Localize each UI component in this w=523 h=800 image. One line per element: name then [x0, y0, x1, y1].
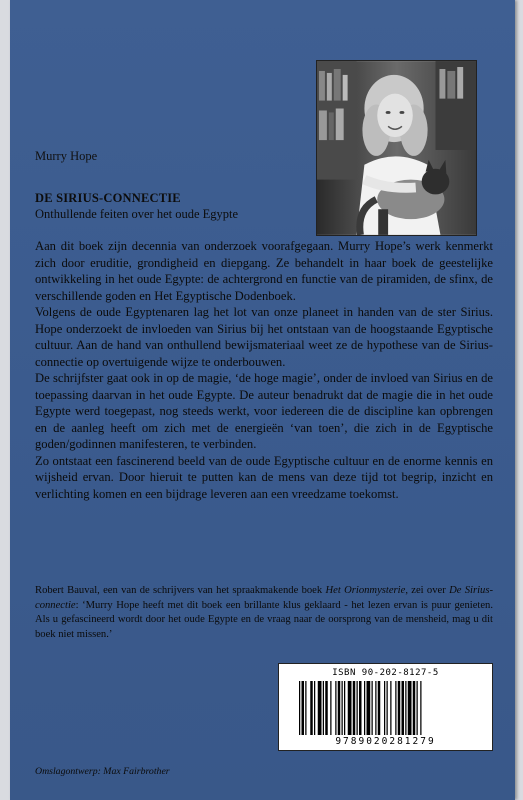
barcode-bar [357, 681, 358, 735]
barcode-bar [310, 681, 313, 735]
barcode-panel [278, 663, 493, 751]
barcode-bar [395, 681, 396, 735]
barcode-icon [299, 681, 474, 735]
barcode-bar [344, 681, 345, 735]
barcode-bar [402, 681, 405, 735]
barcode-bar [325, 681, 328, 735]
barcode-bar [318, 681, 322, 735]
barcode-bar [408, 681, 412, 735]
barcode-bar [330, 681, 331, 735]
blurb-paragraph: De schrijfster gaat ook in op de magie, ‘de hoge magie’, onder de invloed van Sirius en de toepassing daarvan in het oude Egypte. De auteur benadrukt dat de magie die in het oude Egypte werd toegepast, nog steeds werkt, voor iedereen die de discipline kan opbrengen en de aanleg heeft om zich met de energieën ‘van toen’, die zich in de Egyptische goden/godinnen manifesteren, te verbinden. [35, 371, 493, 451]
barcode-bar [364, 681, 365, 735]
barcode-bar [375, 681, 376, 735]
ean-number: 9789020281279 [335, 736, 436, 747]
barcode-bar [384, 681, 385, 735]
barcode-bar [305, 681, 306, 735]
barcode-bar [420, 681, 421, 735]
quote-text: : ‘Murry Hope heeft met dit boek een brillante klus geklaard - het lezen ervan is puur genieten. Als u gefascineerd wordt door het oude Egypte en de vraag naar de oorsprong van de mensheid, mag u dit boek niet missen.’ [35, 599, 493, 640]
barcode-bar [323, 681, 324, 735]
author-portrait-icon [317, 61, 476, 235]
barcode-bar [353, 681, 356, 735]
barcode-bar [348, 681, 352, 735]
barcode-bar [359, 681, 362, 735]
barcode-bar [372, 681, 373, 735]
barcode-bar [299, 681, 300, 735]
barcode-bar [378, 681, 381, 735]
back-cover [10, 0, 515, 800]
barcode-bar [338, 681, 341, 735]
barcode-bar [413, 681, 416, 735]
barcode-bar [342, 681, 343, 735]
book-title: DE SIRIUS-CONNECTIE [35, 191, 181, 205]
author-name: Murry Hope [35, 149, 98, 163]
quote-intro: Robert Bauval, een van de schrijvers van het spraakmakende boek [35, 585, 326, 596]
barcode-bar [335, 681, 336, 735]
quote-book-title: De Sirius-connectie [35, 585, 493, 611]
barcode-bar [390, 681, 391, 735]
author-photo [316, 60, 477, 236]
review-quote [35, 584, 493, 642]
barcode-bar [314, 681, 315, 735]
blurb-paragraph: Zo ontstaat een fascinerend beeld van de oude Egyptische cultuur en de enorme kennis en wijsheid ervan. Door hieruit te putten kan de mens van deze tijd tot begrip, inzicht en verlichting komen en een bijdrage leveren aan een vreedzame toekomst. [35, 453, 493, 501]
barcode-bar [398, 681, 401, 735]
quote-mid: , zei over [405, 585, 450, 596]
barcode-bar [387, 681, 388, 735]
barcode-bar [367, 681, 371, 735]
blurb [35, 238, 493, 502]
book-subtitle: Onthullende feiten over het oude Egypte [35, 207, 239, 221]
barcode-bar [417, 681, 418, 735]
barcode-bar [405, 681, 406, 735]
isbn-label: ISBN 90-202-8127-5 [332, 668, 439, 678]
barcode-bar [302, 681, 305, 735]
quote-book-title: Het Orionmysterie [325, 585, 406, 596]
blurb-paragraph: Aan dit boek zijn decennia van onderzoek voorafgegaan. Murry Hope’s werk kenmerkt zich door eruditie, grondigheid en diepgang. Ze behandelt in haar boek de geestelijke ontwikkeling in het oude Egypte: de achtergrond en functie van de piramiden, de sfinx, de verschillende goden en Het Egyptische Dodenboek. [35, 239, 493, 303]
blurb-paragraph: Volgens de oude Egyptenaren lag het lot van onze planeet in handen van de ster Sirius. Hope onderzoekt de invloeden van Sirius bij het ontstaan van de hoogstaande Egyptische cultuur. Aan de hand van onthullend bewijsmateriaal weet ze de hypothese van de Sirius-connectie op overtuigende wijze te onderbouwen. [35, 305, 493, 369]
cover-design-credit: Omslagontwerp: Max Fairbrother [35, 766, 170, 777]
